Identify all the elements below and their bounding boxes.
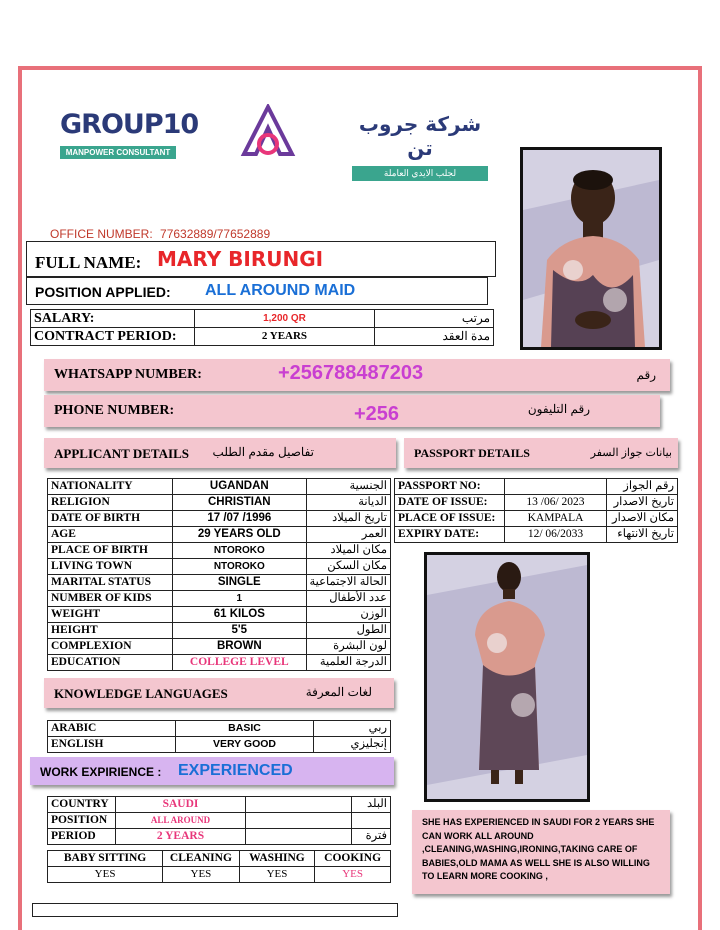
table-row xyxy=(31,310,494,328)
applicant-field-arabic: الوزن xyxy=(306,607,390,623)
passport-field-arabic: تاريخ الانتهاء xyxy=(607,527,678,543)
work-field-empty xyxy=(246,797,352,813)
passport-field-arabic: تاريخ الاصدار xyxy=(607,495,678,511)
work-field-value: SAUDI xyxy=(116,797,246,813)
applicant-field-value: 29 YEARS OLD xyxy=(173,527,306,543)
table-row xyxy=(48,851,391,867)
whatsapp-bar xyxy=(44,359,670,391)
table-row xyxy=(48,495,391,511)
work-field-empty xyxy=(246,813,352,829)
contract-label: CONTRACT PERIOD: xyxy=(31,328,195,346)
applicant-field-value: 61 KILOS xyxy=(173,607,306,623)
table-row xyxy=(48,797,391,813)
applicant-field-arabic: الدرجة العلمية xyxy=(306,655,390,671)
work-field-arabic xyxy=(352,813,391,829)
passport-details-bar xyxy=(404,438,678,468)
applicant-field-value: 5'5 xyxy=(173,623,306,639)
passport-field-value xyxy=(505,479,607,495)
work-field-label: PERIOD xyxy=(48,829,116,845)
applicant-field-label: AGE xyxy=(48,527,173,543)
table-row xyxy=(48,737,391,753)
skills-table xyxy=(47,850,391,883)
knowledge-languages-arabic: لغات المعرفة xyxy=(305,685,372,699)
passport-field-value: 12/ 06/2033 xyxy=(505,527,607,543)
applicant-field-value: 1 xyxy=(173,591,306,607)
position-applied-label: POSITION APPLIED: xyxy=(35,284,171,300)
applicant-field-value: SINGLE xyxy=(173,575,306,591)
passport-field-arabic: رقم الجواز xyxy=(607,479,678,495)
applicant-field-arabic: لون البشرة xyxy=(306,639,390,655)
position-applied-box xyxy=(26,277,488,305)
applicant-field-value: NTOROKO xyxy=(173,543,306,559)
table-row xyxy=(31,328,494,346)
phone-arabic: رقم التليفون xyxy=(527,402,590,416)
language-arabic: ربي xyxy=(314,721,391,737)
skill-value: YES xyxy=(48,867,163,883)
applicant-field-arabic: الجنسية xyxy=(306,479,390,495)
work-field-arabic: فترة xyxy=(352,829,391,845)
work-field-value: 2 YEARS xyxy=(116,829,246,845)
languages-table xyxy=(47,720,391,753)
applicant-full-body-photo xyxy=(424,552,590,802)
skill-header: BABY SITTING xyxy=(48,851,163,867)
applicant-field-arabic: عدد الأطفال xyxy=(306,591,390,607)
applicant-field-label: NATIONALITY xyxy=(48,479,173,495)
office-number-row xyxy=(50,227,270,241)
applicant-field-arabic: مكان السكن xyxy=(306,559,390,575)
language-name: ARABIC xyxy=(48,721,176,737)
passport-details-label: PASSPORT DETAILS xyxy=(414,446,530,460)
table-row xyxy=(48,527,391,543)
company-name: GROUP10 xyxy=(60,109,199,140)
work-experience-bar xyxy=(30,757,394,785)
logo-emblem-icon xyxy=(240,104,296,162)
remarks-text: SHE HAS EXPERIENCED IN SAUDI FOR 2 YEARS SHE CAN WORK ALL AROUND ,CLEANING,WASHING,IRONING,TAKING CARE OF BABIES,OLD MAMA AS WELL SHE IS ALSO WILLING TO LEARN MORE COOKING , xyxy=(422,817,655,881)
applicant-field-label: PLACE OF BIRTH xyxy=(48,543,173,559)
work-field-label: COUNTRY xyxy=(48,797,116,813)
skill-header: COOKING xyxy=(315,851,391,867)
passport-field-label: PASSPORT NO: xyxy=(395,479,505,495)
company-subtitle-arabic: لجلب الايدي العاملة xyxy=(352,166,488,181)
table-row xyxy=(48,639,391,655)
applicant-field-value: UGANDAN xyxy=(173,479,306,495)
passport-field-label: DATE OF ISSUE: xyxy=(395,495,505,511)
table-row xyxy=(48,623,391,639)
table-row xyxy=(48,543,391,559)
language-arabic: إنجليزي xyxy=(314,737,391,753)
language-level: VERY GOOD xyxy=(176,737,314,753)
table-row xyxy=(48,479,391,495)
applicant-field-label: WEIGHT xyxy=(48,607,173,623)
phone-value[interactable]: +256 xyxy=(354,403,400,425)
applicant-field-arabic: الطول xyxy=(306,623,390,639)
applicant-field-label: MARITAL STATUS xyxy=(48,575,173,591)
table-row xyxy=(48,511,391,527)
arabic-logo xyxy=(352,112,488,178)
applicant-field-label: EDUCATION xyxy=(48,655,173,671)
applicant-field-arabic: مكان الميلاد xyxy=(306,543,390,559)
applicant-field-value: COLLEGE LEVEL xyxy=(173,655,306,671)
remarks-box xyxy=(412,810,670,894)
company-name-arabic: شركة جروب تن xyxy=(358,112,482,160)
passport-details-arabic: بيانات جواز السفر xyxy=(590,447,672,459)
table-row xyxy=(48,575,391,591)
applicant-field-label: NUMBER OF KIDS xyxy=(48,591,173,607)
applicant-field-label: HEIGHT xyxy=(48,623,173,639)
signature-box xyxy=(32,903,398,917)
passport-field-value: KAMPALA xyxy=(505,511,607,527)
phone-bar xyxy=(44,395,660,427)
language-level: BASIC xyxy=(176,721,314,737)
full-name-value: MARY BIRUNGI xyxy=(157,247,324,271)
contract-value: 2 YEARS xyxy=(195,328,375,346)
applicant-details-bar xyxy=(44,438,396,468)
applicant-field-value: 17 /07 /1996 xyxy=(173,511,306,527)
applicant-field-arabic: العمر xyxy=(306,527,390,543)
applicant-field-arabic: الحالة الاجتماعية xyxy=(306,575,390,591)
table-row xyxy=(48,829,391,845)
full-name-box xyxy=(26,241,496,277)
passport-field-label: EXPIRY DATE: xyxy=(395,527,505,543)
applicant-field-label: LIVING TOWN xyxy=(48,559,173,575)
passport-details-table xyxy=(394,478,678,543)
phone-label: PHONE NUMBER: xyxy=(54,403,175,418)
table-row xyxy=(48,607,391,623)
knowledge-languages-label: KNOWLEDGE LANGUAGES xyxy=(54,686,228,701)
table-row xyxy=(395,479,678,495)
passport-field-label: PLACE OF ISSUE: xyxy=(395,511,505,527)
work-field-label: POSITION xyxy=(48,813,116,829)
table-row xyxy=(48,559,391,575)
position-applied-value: ALL AROUND MAID xyxy=(205,282,356,299)
applicant-details-label: APPLICANT DETAILS xyxy=(54,446,189,461)
whatsapp-value[interactable]: +256788487203 xyxy=(278,362,424,384)
work-field-arabic: البلد xyxy=(352,797,391,813)
applicant-field-label: DATE OF BIRTH xyxy=(48,511,173,527)
table-row xyxy=(48,721,391,737)
applicant-field-value: BROWN xyxy=(173,639,306,655)
office-number-label: OFFICE NUMBER: xyxy=(50,227,153,241)
whatsapp-arabic: رقم xyxy=(636,368,656,382)
work-field-value: ALL AROUND xyxy=(116,813,246,829)
passport-field-arabic: مكان الاصدار xyxy=(607,511,678,527)
applicant-field-arabic: الديانة xyxy=(306,495,390,511)
table-row xyxy=(395,527,678,543)
salary-arabic: مرتب xyxy=(375,310,494,328)
full-name-label: FULL NAME: xyxy=(35,253,142,272)
table-row xyxy=(395,511,678,527)
applicant-field-value: NTOROKO xyxy=(173,559,306,575)
company-subtitle: MANPOWER CONSULTANT xyxy=(60,146,176,159)
salary-value: 1,200 QR xyxy=(195,310,375,328)
table-row xyxy=(48,813,391,829)
skill-header: CLEANING xyxy=(163,851,240,867)
whatsapp-label: WHATSAPP NUMBER: xyxy=(54,367,202,382)
applicant-field-label: COMPLEXION xyxy=(48,639,173,655)
salary-contract-table xyxy=(30,309,494,346)
skill-value: YES xyxy=(163,867,240,883)
work-experience-label: WORK EXPIRIENCE : xyxy=(40,765,162,779)
salary-label: SALARY: xyxy=(31,310,195,328)
skill-value: YES xyxy=(315,867,391,883)
contract-arabic: مدة العقد xyxy=(375,328,494,346)
applicant-field-value: CHRISTIAN xyxy=(173,495,306,511)
table-row xyxy=(395,495,678,511)
knowledge-languages-bar xyxy=(44,678,394,708)
table-row xyxy=(48,867,391,883)
applicant-details-arabic: تفاصيل مقدم الطلب xyxy=(212,445,314,459)
office-number-value: 77632889/77652889 xyxy=(160,227,271,241)
language-name: ENGLISH xyxy=(48,737,176,753)
skill-value: YES xyxy=(239,867,315,883)
passport-field-value: 13 /06/ 2023 xyxy=(505,495,607,511)
work-field-empty xyxy=(246,829,352,845)
applicant-field-arabic: تاريخ الميلاد xyxy=(306,511,390,527)
applicant-details-table xyxy=(47,478,391,671)
applicant-portrait-photo xyxy=(520,147,662,350)
skill-header: WASHING xyxy=(239,851,315,867)
table-row xyxy=(48,655,391,671)
applicant-field-label: RELIGION xyxy=(48,495,173,511)
table-row xyxy=(48,591,391,607)
work-experience-table xyxy=(47,796,391,845)
group10-logo xyxy=(60,109,199,164)
work-experience-value: EXPERIENCED xyxy=(178,762,293,779)
